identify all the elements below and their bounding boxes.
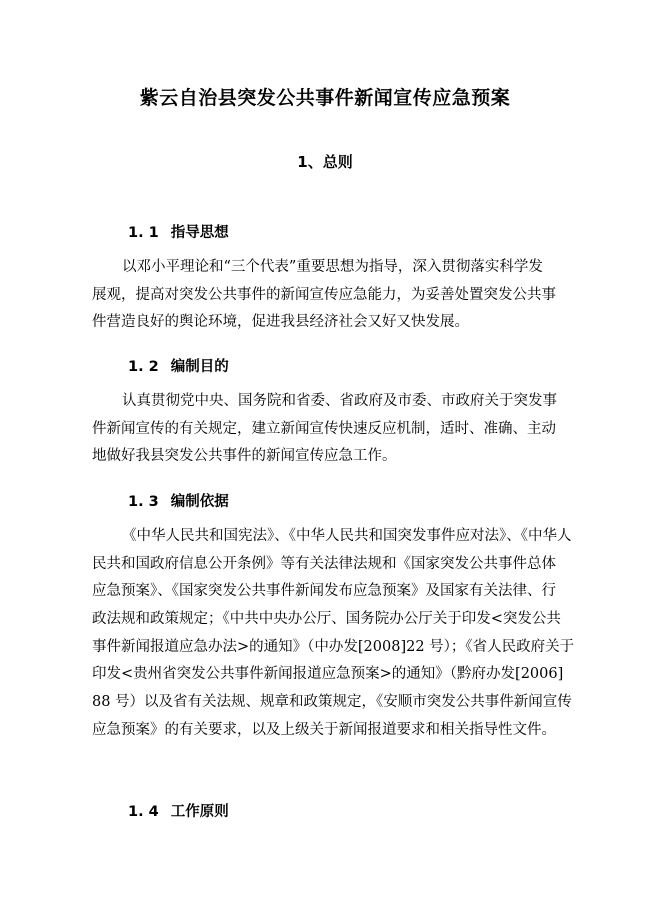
paragraph-line: 民共和国政府信息公开条例》等有关法律法规和《国家突发公共事件总体 (92, 555, 556, 572)
section-title: 编制依据 (170, 494, 229, 510)
paragraph-line: 以邓小平理论和“三个代表”重要思想为指导，深入贯彻落实科学发 (122, 259, 543, 275)
paragraph-line: 应急预案》的有关要求，以及上级关于新闻报道要求和相关指导性文件。 (92, 721, 556, 738)
paragraph-line: 展观，提高对突发公共事件的新闻宣传应急能力，为妥善处置突发公共事 (92, 286, 556, 303)
paragraph-line: 事件新闻报道应急办法>的通知》（中办发[2008]22 号）；《省人民政府关于 (92, 638, 575, 655)
section-paragraph-1-3 (92, 523, 575, 745)
section-heading-1-2 (128, 356, 229, 378)
section-paragraph-1-2 (92, 388, 562, 471)
paragraph-line: 应急预案》、《国家突发公共事件新闻发布应急预案》及国家有关法律、行 (92, 583, 556, 600)
paragraph-line: 《中华人民共和国宪法》、《中华人民共和国突发事件应对法》、《中华人 (122, 528, 572, 544)
paragraph-line: 认真贯彻党中央、国务院和省委、省政府及市委、市政府关于突发事 (122, 393, 557, 409)
section-heading-1-4 (128, 801, 229, 823)
section-paragraph-1-1 (92, 254, 562, 337)
section-number: 1. 2 (128, 359, 159, 375)
section-title: 指导思想 (170, 225, 229, 241)
section-number: 1. 3 (128, 494, 159, 510)
section-number: 1. 1 (128, 225, 159, 241)
paragraph-line: 地做好我县突发公共事件的新闻宣传应急工作。 (92, 448, 397, 465)
section-title: 编制目的 (170, 359, 229, 375)
paragraph-line: 印发<贵州省突发公共事件新闻报道应急预案>的通知》（黔府办发[2006] (92, 666, 564, 683)
paragraph-line: 88 号）以及省有关法规、规章和政策规定，《安顺市突发公共事件新闻宣传 (92, 694, 572, 711)
chapter-heading: 1、总则 (297, 153, 353, 171)
section-heading-1-1 (128, 222, 229, 244)
section-title: 工作原则 (170, 804, 229, 820)
section-number: 1. 4 (128, 804, 159, 820)
paragraph-line: 政法规和政策规定；《中共中央办公厅、国务院办公厅关于印发<突发公共 (92, 611, 561, 628)
document-title: 紫云自治县突发公共事件新闻宣传应急预案 (139, 87, 511, 109)
section-heading-1-3 (128, 491, 229, 513)
paragraph-line: 件营造良好的舆论环境，促进我县经济社会又好又快发展。 (92, 314, 469, 331)
paragraph-line: 件新闻宣传的有关规定，建立新闻宣传快速反应机制，适时、准确、主动 (92, 420, 556, 437)
